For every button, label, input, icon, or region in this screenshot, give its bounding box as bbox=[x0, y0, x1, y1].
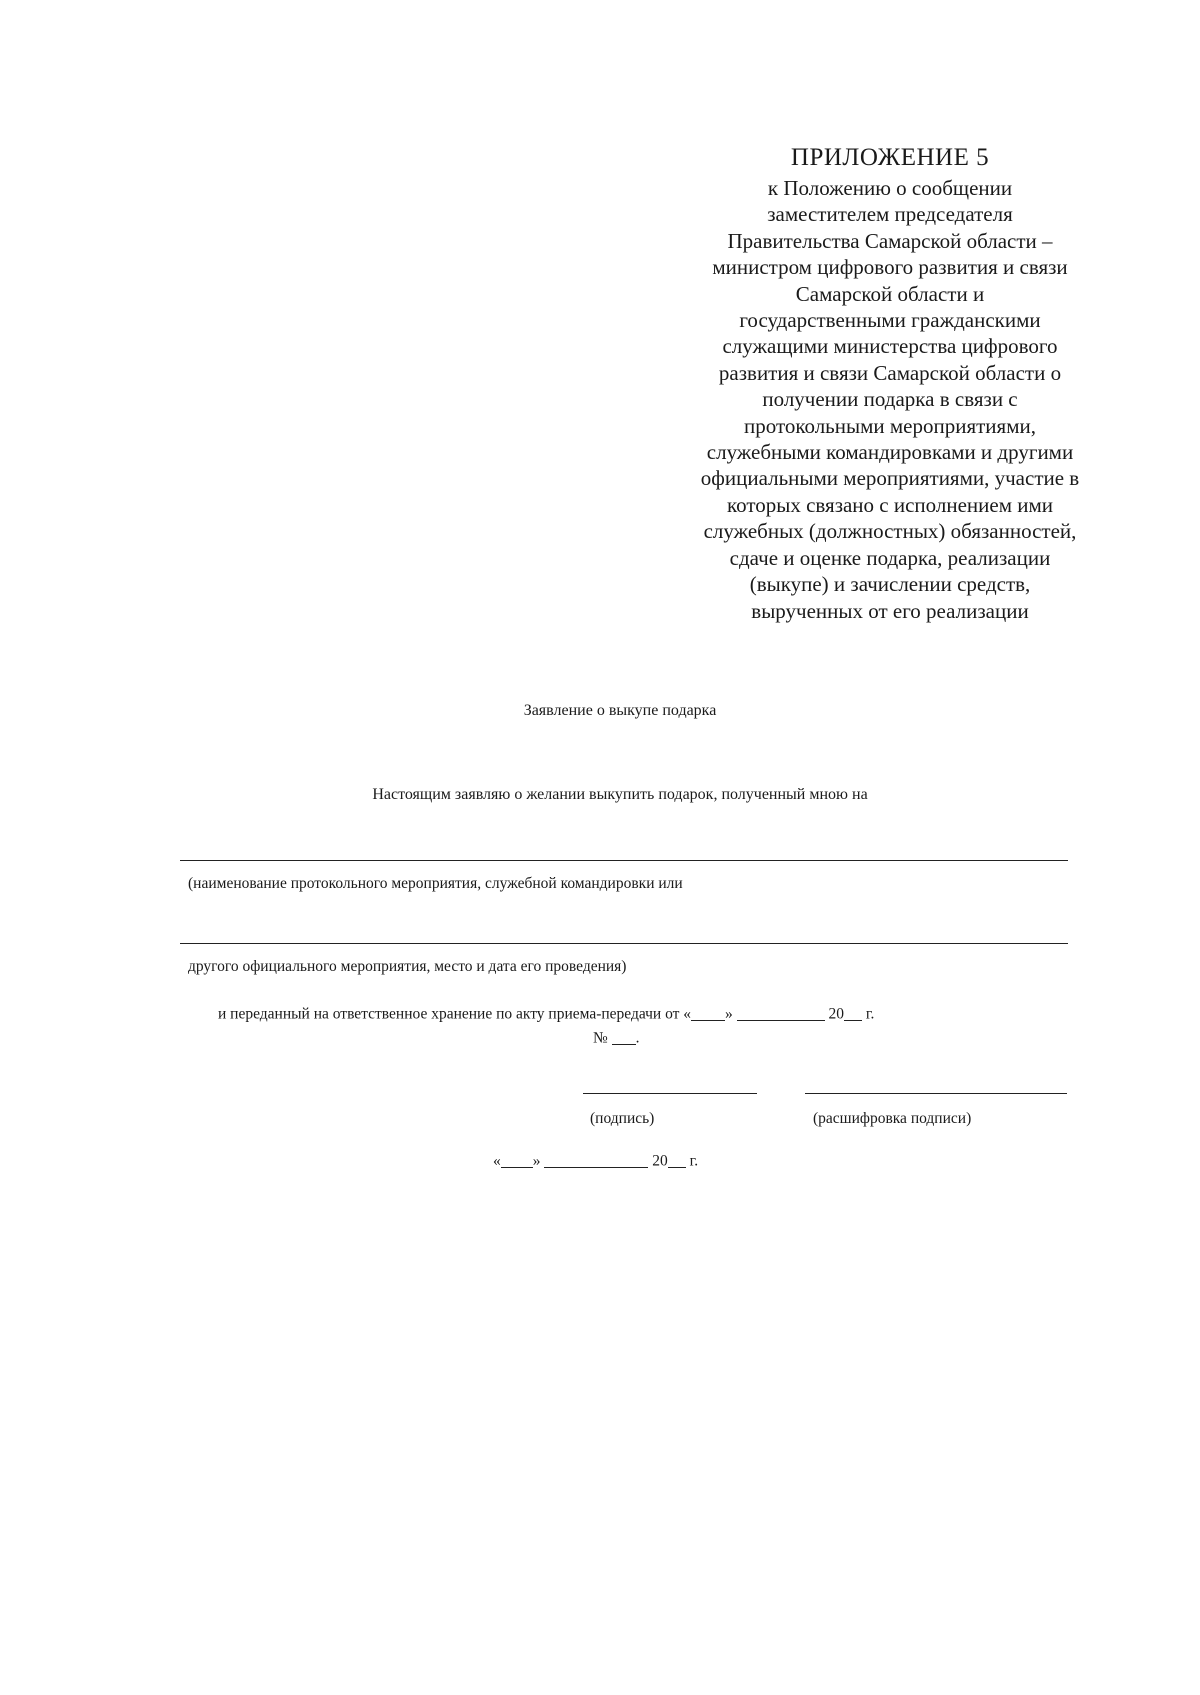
act-month-blank[interactable] bbox=[737, 1004, 825, 1021]
statement-intro: Настоящим заявляю о желании выкупить подарок, полученный мною на bbox=[372, 786, 868, 803]
transfer-act-line bbox=[218, 1004, 874, 1024]
appendix-line: Самарской области и bbox=[795, 281, 985, 306]
event-details-field-line[interactable] bbox=[180, 943, 1068, 944]
act-day-blank[interactable] bbox=[691, 1004, 725, 1021]
appendix-line: которых связано с исполнением ими bbox=[726, 492, 1054, 517]
appendix-line: вырученных от его реализации bbox=[751, 598, 1029, 623]
appendix-line: получении подарка в связи с bbox=[762, 387, 1018, 412]
appendix-line: сдаче и оценке подарка, реализации bbox=[729, 545, 1051, 570]
appendix-title: ПРИЛОЖЕНИЕ 5 bbox=[790, 144, 990, 171]
appendix-line: министром цифрового развития и связи bbox=[712, 255, 1068, 280]
appendix-line: (выкупе) и зачислении средств, bbox=[749, 572, 1031, 597]
appendix-line: служащими министерства цифрового bbox=[722, 334, 1058, 359]
date-year-blank[interactable] bbox=[668, 1151, 686, 1168]
event-details-hint: другого официального мероприятия, место и дата его проведения) bbox=[188, 958, 627, 975]
appendix-line: служебных (должностных) обязанностей, bbox=[703, 519, 1077, 544]
act-number-line bbox=[593, 1028, 640, 1048]
signature-field-line[interactable] bbox=[583, 1093, 757, 1094]
appendix-line: протокольными мероприятиями, bbox=[743, 413, 1036, 438]
quote-close: » bbox=[725, 1005, 733, 1023]
appendix-line: развития и связи Самарской области о bbox=[718, 360, 1062, 385]
signature-decode-label: (расшифровка подписи) bbox=[813, 1110, 972, 1127]
transfer-text: и переданный на ответственное хранение по акту приема-передачи от bbox=[218, 1005, 680, 1023]
statement-title: Заявление о выкупе подарка bbox=[523, 702, 717, 719]
event-name-field-line[interactable] bbox=[180, 860, 1068, 861]
appendix-line: Правительства Самарской области – bbox=[727, 228, 1053, 253]
appendix-line: заместителем председателя bbox=[767, 202, 1013, 227]
quote-close: » bbox=[532, 1152, 541, 1170]
signature-decode-field-line[interactable] bbox=[805, 1093, 1067, 1094]
appendix-line: официальными мероприятиями, участие в bbox=[700, 466, 1080, 491]
year-suffix: г. bbox=[865, 1005, 875, 1023]
statement-date-line bbox=[493, 1151, 698, 1171]
event-name-hint: (наименование протокольного мероприятия, служебной командировки или bbox=[188, 875, 683, 892]
appendix-text bbox=[655, 175, 1125, 624]
act-year-blank[interactable] bbox=[844, 1004, 862, 1021]
number-end: . bbox=[635, 1029, 640, 1047]
appendix-line: государственными гражданскими bbox=[739, 308, 1041, 333]
year-prefix: 20 bbox=[828, 1005, 845, 1023]
signature-label: (подпись) bbox=[590, 1110, 655, 1127]
year-prefix: 20 bbox=[652, 1152, 668, 1170]
quote-open: « bbox=[683, 1005, 692, 1023]
quote-open: « bbox=[493, 1152, 501, 1170]
appendix-line: к Положению о сообщении bbox=[767, 176, 1013, 200]
act-number-blank[interactable] bbox=[612, 1028, 636, 1045]
appendix-header bbox=[655, 143, 1125, 624]
number-label: № bbox=[593, 1029, 608, 1047]
appendix-line: служебными командировками и другими bbox=[706, 440, 1074, 465]
date-month-blank[interactable] bbox=[544, 1151, 648, 1168]
date-day-blank[interactable] bbox=[501, 1151, 533, 1168]
year-suffix: г. bbox=[689, 1152, 699, 1170]
